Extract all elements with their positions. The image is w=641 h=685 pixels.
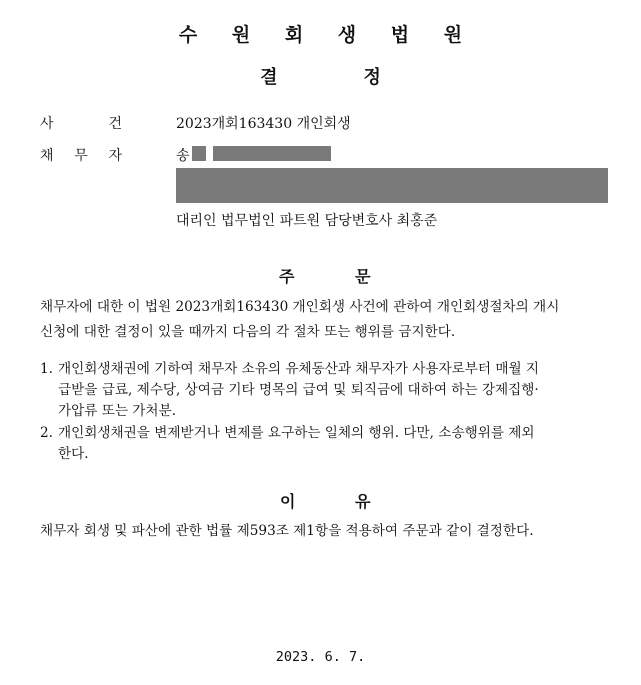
- case-label-char-2: 건: [108, 116, 122, 132]
- case-label-char-1: 사: [40, 116, 54, 132]
- order-heading-char-1: 주: [279, 267, 295, 286]
- case-number: 2023개회163430 개인회생: [176, 116, 351, 132]
- order-item-2: [40, 423, 620, 465]
- document-title-char-1: 결: [260, 67, 278, 88]
- debtor-name: 송: [176, 148, 190, 164]
- document-title-char-2: 정: [363, 67, 381, 88]
- order-item-line: 급받을 급료, 제수당, 상여금 기타 명목의 급여 및 퇴직금에 대하여 하는 강제집행·: [58, 382, 539, 398]
- order-intro: [40, 295, 620, 345]
- reason-heading-char-1: 이: [280, 492, 296, 511]
- reason-text: 채무자 회생 및 파산에 관한 법률 제593조 제1항을 적용하여 주문과 같이 결정한다.: [40, 523, 534, 539]
- order-item-line: 한다.: [58, 446, 89, 462]
- order-item-line: 개인회생채권을 변제받거나 변제를 요구하는 일체의 행위. 다만, 소송행위를 제외: [58, 425, 535, 441]
- debtor-label-char-3: 자: [108, 148, 122, 164]
- document-title: [0, 63, 641, 89]
- order-heading-char-2: 문: [355, 267, 371, 286]
- order-item-number: 2.: [40, 425, 53, 441]
- order-intro-line: 채무자에 대한 이 법원 2023개회163430 개인회생 사건에 관하여 개인회생절차의 개시: [40, 299, 560, 315]
- order-item-1: [40, 359, 620, 422]
- redacted-name-box: [192, 146, 206, 161]
- reason-heading-char-2: 유: [355, 492, 371, 511]
- debtor-label-char-1: 채: [40, 148, 54, 164]
- redacted-id-box: [213, 146, 331, 161]
- debtor-label: [40, 145, 122, 165]
- decision-date: 2023. 6. 7.: [275, 649, 366, 665]
- debtor-representative: 대리인 법무법인 파트원 담당변호사 최홍준: [176, 213, 438, 229]
- order-item-number: 1.: [40, 361, 53, 377]
- order-item-line: 가압류 또는 가처분.: [58, 403, 177, 419]
- case-label: [40, 113, 122, 133]
- order-item-line: 개인회생채권에 기하여 채무자 소유의 유체동산과 채무자가 사용자로부터 매월 지: [58, 361, 540, 377]
- debtor-label-char-2: 무: [74, 148, 88, 164]
- redacted-address-box: [176, 168, 608, 203]
- order-intro-line: 신청에 대한 결정이 있을 때까지 다음의 각 절차 또는 행위를 금지한다.: [40, 324, 456, 340]
- court-name: 수 원 회 생 법 원: [178, 24, 477, 46]
